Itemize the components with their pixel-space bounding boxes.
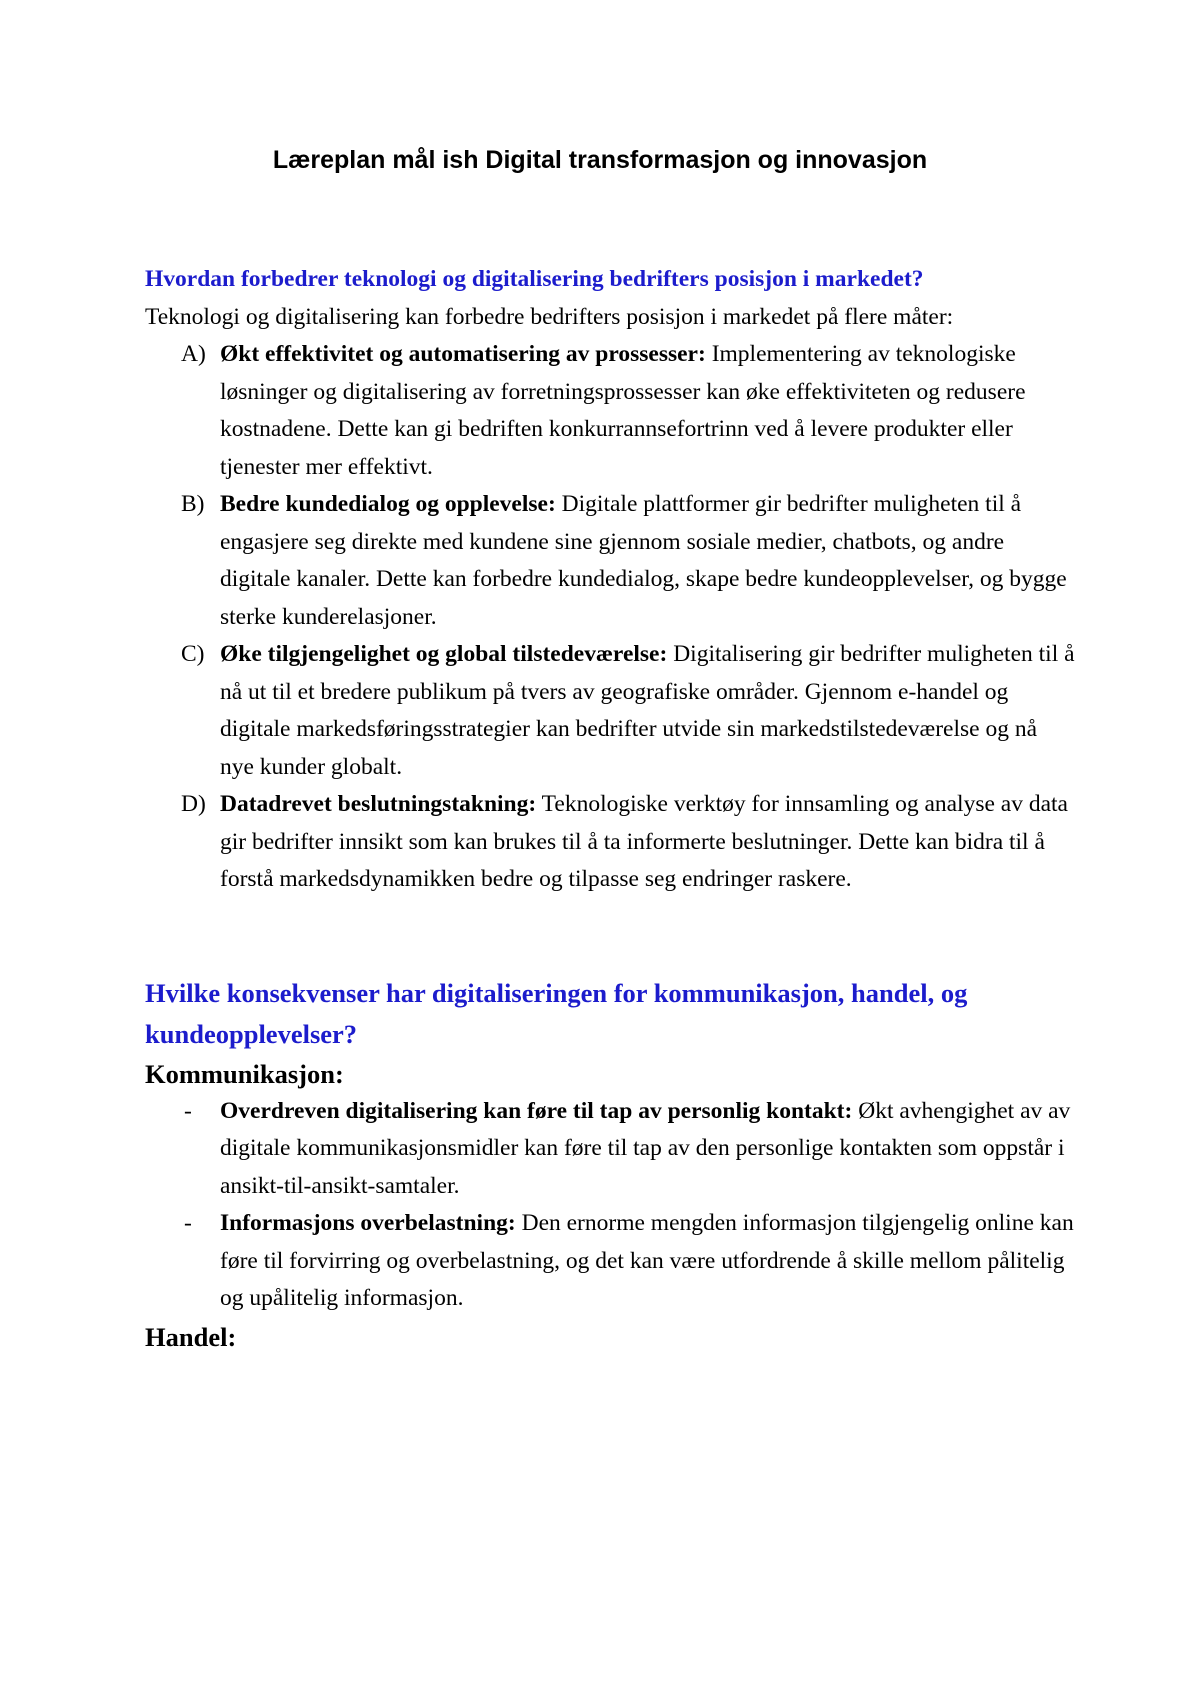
intro-paragraph: Teknologi og digitalisering kan forbedre bedrifters posisjon i markedet på flere måter: [145,303,954,330]
document-body [145,261,1075,1356]
list-item-title: Bedre kundedialog og opplevelse: [220,491,556,517]
list-item [145,1205,1075,1318]
list-item-title: Øke tilgjengelighet og global tilstedeværelse: [220,641,668,667]
question-heading-2: Hvilke konsekvenser har digitaliseringen for kommunikasjon, handel, og kundeopplevelser? [145,977,968,1049]
list-marker: - [184,1210,192,1236]
document-title: Læreplan mål ish Digital transformasjon og innovasjon [272,146,928,174]
list-item-title: Datadrevet beslutningstakning: [220,791,537,817]
list-item [145,786,1075,899]
subheading-kommunikasjon: Kommunikasjon: [145,1058,344,1089]
list-item-text: Den ernorme mengden informasjon tilgjengelig online kan føre til forvirring og overbelastning, og det kan være utfordrende å skille mellom pålitelig og upålitelig informasjon. [220,1210,1074,1311]
list-marker: D) [181,791,206,817]
question-heading-1: Hvordan forbedrer teknologi og digitalisering bedrifters posisjon i markedet? [145,266,924,292]
list-item-text: Økt avhengighet av av digitale kommunikasjonsmidler kan føre til tap av den personlige kontakten som oppstår i ansikt-til-ansikt-samtaler. [220,1097,1071,1199]
list-item [145,1093,1075,1206]
consequences-list [145,1093,1075,1318]
list-item-text: Digitalisering gir bedrifter muligheten til å nå ut til et bredere publikum på tvers av geografiske områder. Gjennom e-handel og digitale markedsføringsstrategier kan bedrifter utvide sin markedstilstedeværelse og nå nye kunder globalt. [220,641,1075,780]
list-item [145,636,1075,786]
list-marker: A) [181,341,206,367]
subheading-handel: Handel: [145,1321,237,1352]
list-item-title: Informasjons overbelastning: [220,1210,516,1236]
list-item-title: Økt effektivitet og automatisering av prossesser: [220,341,706,367]
list-marker: B) [181,491,205,517]
list-item [145,486,1075,636]
advantages-list [145,336,1075,899]
list-item-text: Implementering av teknologiske løsninger og digitalisering av forretningsprossesser kan øke effektiviteten og redusere kostnadene. Dette kan gi bedriften konkurrannsefortrinn ved å levere produkter eller tjenester mer effektivt. [220,341,1026,480]
list-marker: - [184,1097,192,1124]
list-item-text: Teknologiske verktøy for innsamling og analyse av data gir bedrifter innsikt som kan brukes til å ta informerte beslutninger. Dette kan bidra til å forstå markedsdynamikken bedre og tilpasse seg endringer raskere. [220,791,1068,892]
list-item-text: Digitale plattformer gir bedrifter muligheten til å engasjere seg direkte med kundene sine gjennom sosiale medier, chatbots, og andre digitale kanaler. Dette kan forbedre kundedialog, skape bedre kundeopplevelser, og bygge sterke kunderelasjoner. [220,491,1067,630]
list-marker: C) [181,641,205,667]
list-item-title: Overdreven digitalisering kan føre til tap av personlig kontakt: [220,1097,853,1124]
list-item [145,336,1075,486]
